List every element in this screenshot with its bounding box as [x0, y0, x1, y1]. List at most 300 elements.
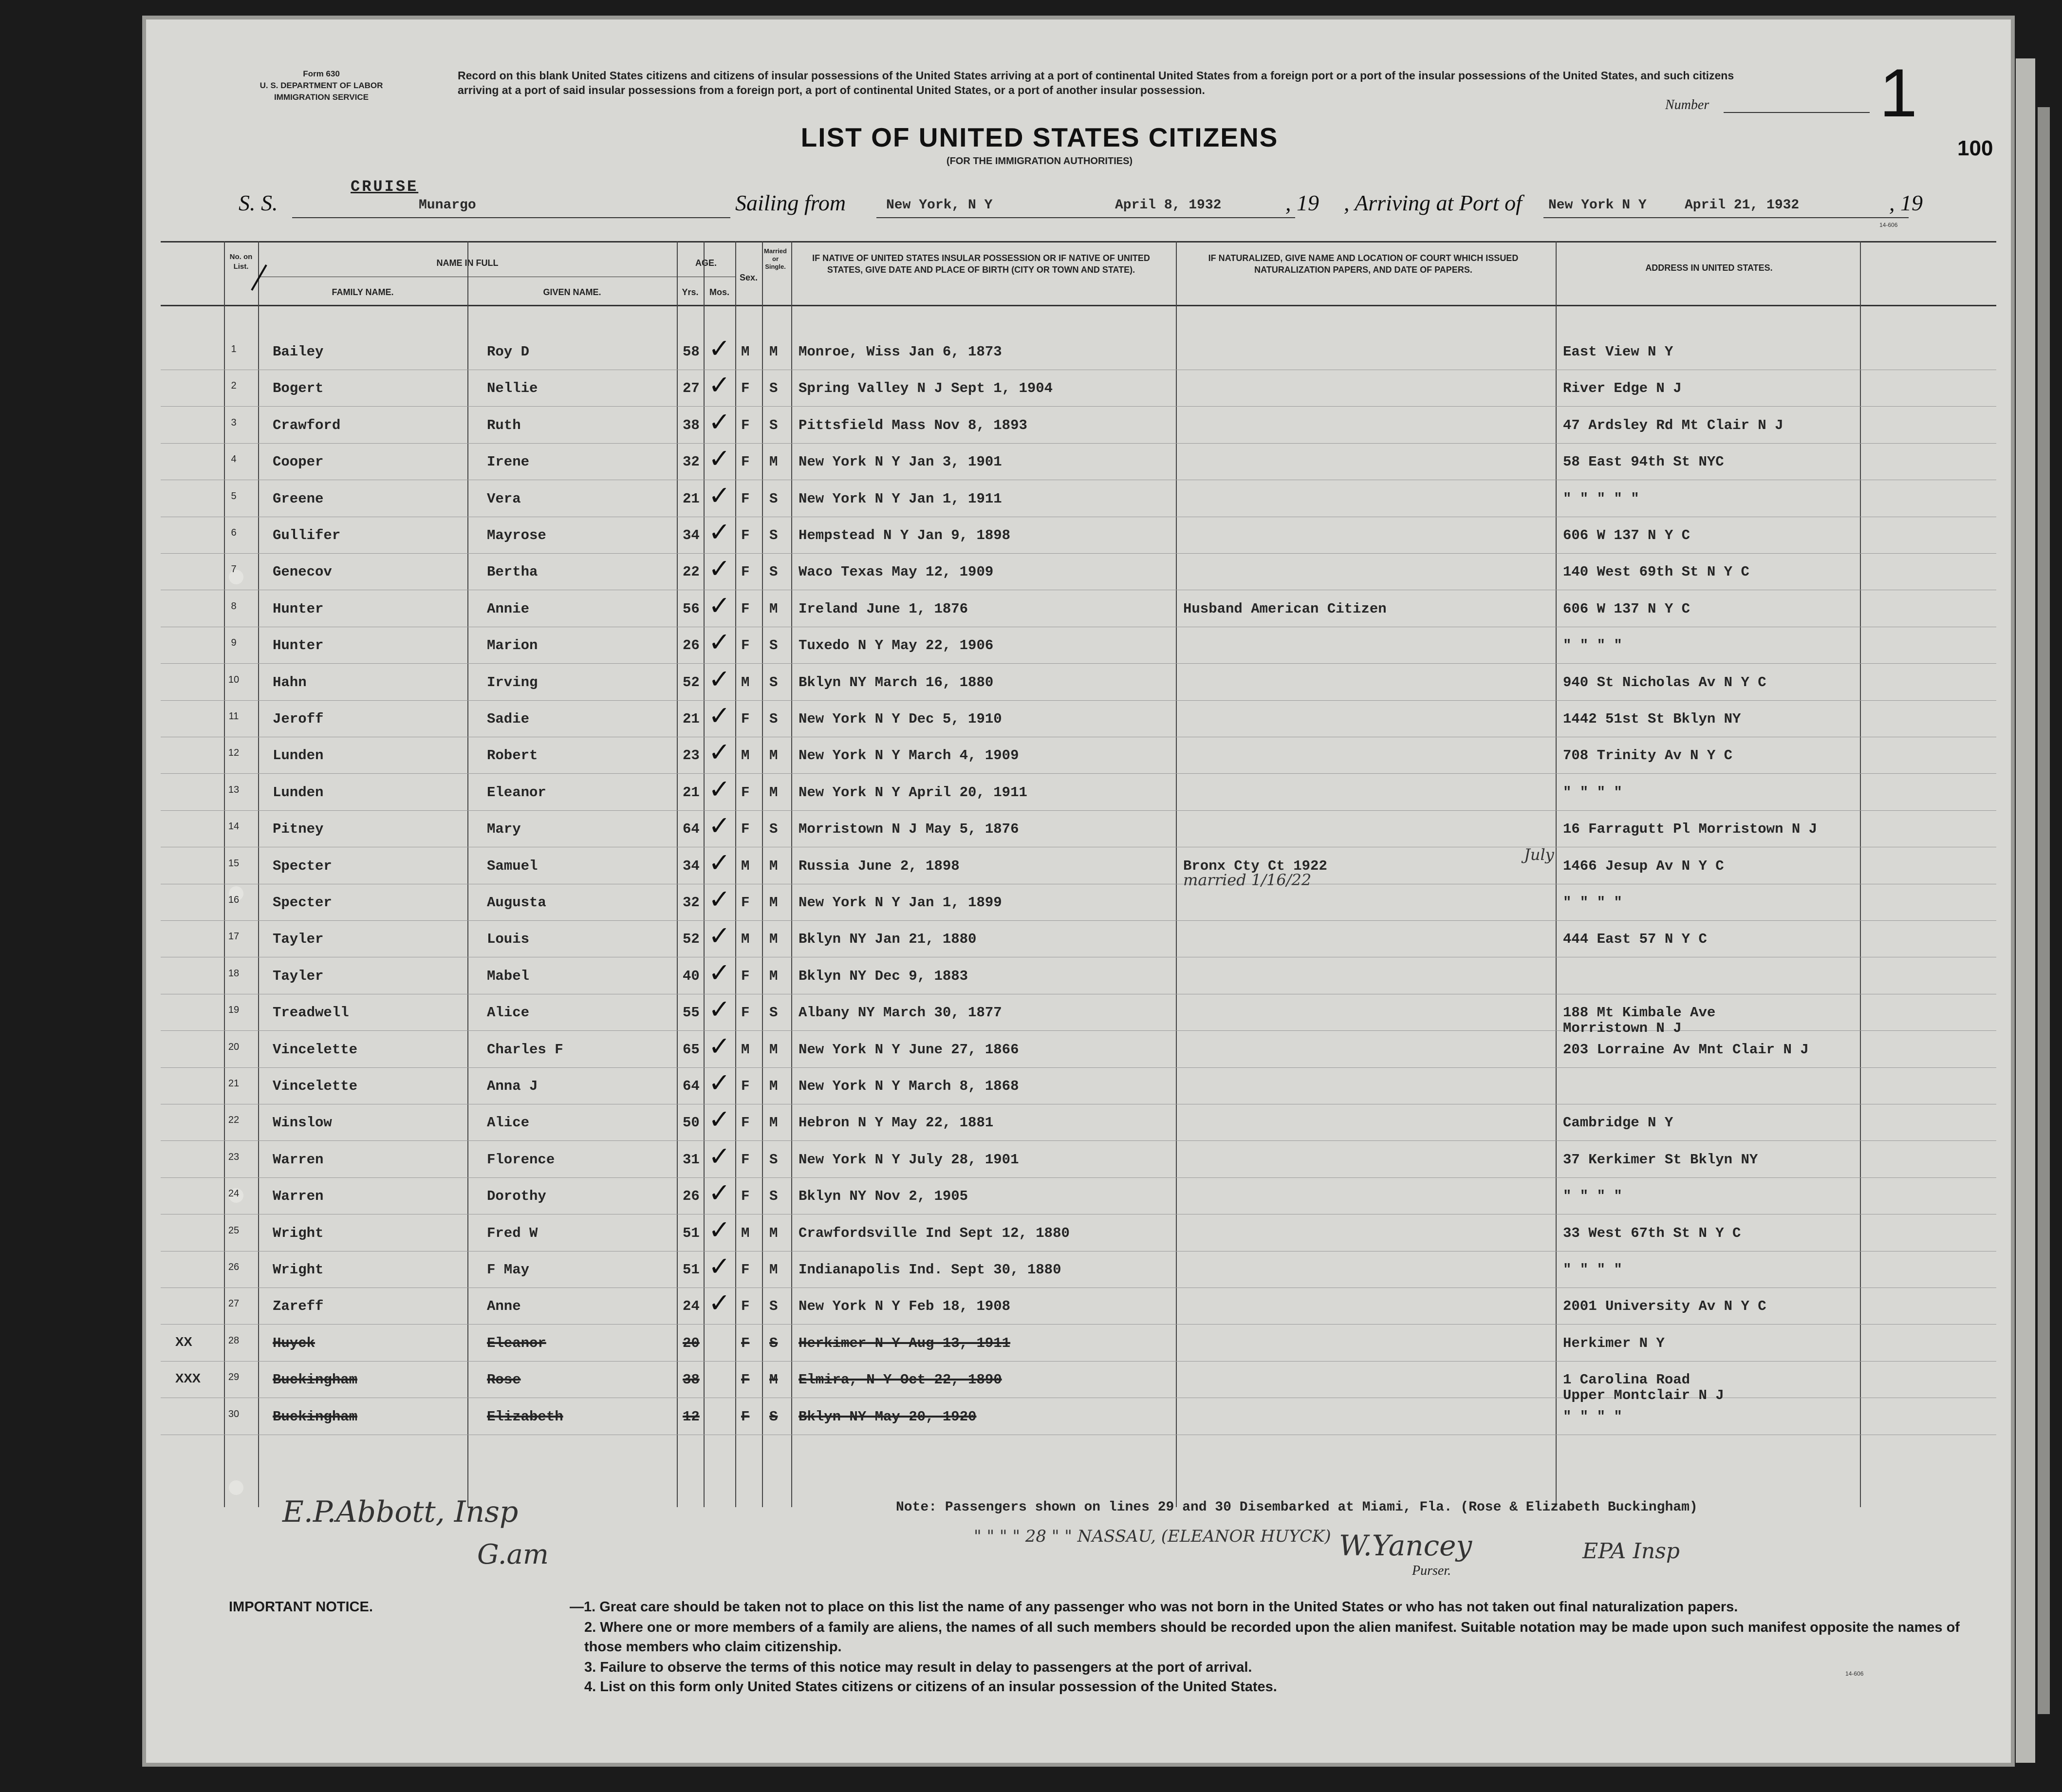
cell-no: 24 [228, 1188, 240, 1199]
cell-age: 50 [683, 1115, 700, 1131]
cell-age: 38 [683, 417, 700, 433]
cell-address: 708 Trinity Av N Y C [1563, 747, 1733, 764]
manifest-page [146, 19, 2011, 1763]
cell-age: 58 [683, 344, 700, 360]
check-mark: ✓ [708, 920, 731, 952]
cell-address: 37 Kerkimer St Bklyn NY [1563, 1151, 1758, 1168]
cell-ms: S [769, 417, 778, 433]
cell-ms: M [769, 600, 778, 617]
cell-sex: F [741, 527, 750, 543]
cell-no: 13 [228, 784, 240, 795]
check-mark: ✓ [708, 884, 731, 915]
inspector-initials: EPA Insp [1582, 1539, 1680, 1564]
cell-age: 21 [683, 490, 700, 507]
cell-birth: New York N Y June 27, 1866 [799, 1041, 1019, 1058]
table-row [161, 918, 1996, 957]
cell-no: 9 [231, 637, 237, 649]
cell-no: 4 [231, 454, 237, 465]
cell-family: Genecov [273, 564, 332, 580]
cell-sex: M [741, 344, 750, 360]
check-mark: ✓ [708, 957, 731, 988]
form-code: 14-606 [1879, 222, 1898, 228]
cell-age: 38 [683, 1372, 700, 1388]
disembark-note: Note: Passengers shown on lines 29 and 30 Disembarked at Miami, Fla. (Rose & Elizabeth Buckingham) [896, 1500, 1698, 1515]
cell-sex: F [741, 968, 750, 984]
check-mark: ✓ [708, 1067, 731, 1098]
notice-label: IMPORTANT NOTICE. [229, 1599, 373, 1615]
table-row [161, 1213, 1996, 1251]
header-given: GIVEN NAME. [543, 287, 601, 297]
cell-address: Herkimer N Y [1563, 1335, 1665, 1351]
table-row [161, 1286, 1996, 1325]
page-title: LIST OF UNITED STATES CITIZENS [800, 122, 1279, 152]
check-mark: ✓ [708, 627, 731, 658]
cell-no: 11 [228, 711, 239, 722]
cell-address: River Edge N J [1563, 380, 1682, 397]
form-number: Form 630 [303, 69, 340, 78]
cell-no: 17 [228, 931, 240, 942]
cell-given: Eleanor [487, 784, 546, 801]
table-row [161, 515, 1996, 554]
page-edge-shadow [2038, 107, 2050, 1714]
cell-sex: F [741, 417, 750, 433]
cell-family: Buckingham [273, 1372, 358, 1388]
check-mark: ✓ [708, 333, 731, 364]
cell-address: 1 Carolina Road [1563, 1372, 1690, 1388]
cell-given: Bertha [487, 564, 538, 580]
cell-sex: F [741, 1078, 750, 1094]
cell-sex: F [741, 637, 750, 654]
cell-nat: Husband American Citizen [1183, 600, 1387, 617]
cell-ms: S [769, 637, 778, 654]
check-mark: ✓ [708, 737, 731, 768]
sailing-label: Sailing from [735, 190, 846, 215]
cell-family: Lunden [273, 784, 324, 801]
form-info [200, 68, 443, 103]
cell-age: 21 [683, 784, 700, 801]
cell-family: Warren [273, 1151, 324, 1168]
table-row [161, 588, 1996, 627]
table-row [161, 698, 1996, 737]
cell-sex: F [741, 600, 750, 617]
cell-ms: S [769, 490, 778, 507]
cell-no: 26 [228, 1262, 240, 1272]
check-mark: ✓ [708, 810, 731, 841]
cell-address: 140 West 69th St N Y C [1563, 564, 1749, 580]
cell-family: Lunden [273, 747, 324, 764]
to-date: April 21, 1932 [1685, 198, 1800, 213]
table-row [161, 808, 1996, 847]
cell-no: 28 [228, 1335, 240, 1346]
cell-birth: New York N Y April 20, 1911 [799, 784, 1027, 801]
header-family: FAMILY NAME. [332, 287, 394, 297]
cell-ms: M [769, 895, 778, 911]
cell-address: 444 East 57 N Y C [1563, 931, 1707, 948]
table-row [161, 735, 1996, 774]
header-name: NAME IN FULL [436, 258, 499, 268]
cell-ms: M [769, 1115, 778, 1131]
cell-sex: F [741, 564, 750, 580]
cell-family: Huyck [273, 1335, 316, 1351]
check-mark: ✓ [708, 1104, 731, 1135]
cell-given: Dorothy [487, 1188, 546, 1205]
notice-item-4: 4. List on this form only United States citizens or citizens of an insular possession of the United States. [584, 1679, 1277, 1695]
cell-birth: Hebron N Y May 22, 1881 [799, 1115, 994, 1131]
cell-birth: Crawfordsville Ind Sept 12, 1880 [799, 1225, 1070, 1241]
page-edge [2016, 58, 2035, 1763]
cell-no: 23 [228, 1151, 240, 1162]
cell-birth: Ireland June 1, 1876 [799, 600, 968, 617]
cell-sex: F [741, 711, 750, 727]
cell-no: 8 [231, 600, 237, 612]
cell-family: Winslow [273, 1115, 332, 1131]
ss-label: S. S. [239, 190, 278, 215]
cell-sex: F [741, 821, 750, 838]
cell-family: Tayler [273, 931, 324, 948]
header-birth: IF NATIVE OF UNITED STATES INSULAR POSSESSION OR IF NATIVE OF UNITED STATES, GIVE DATE AND PLACE OF BIRTH (CITY OR TOWN AND STATE). [812, 253, 1150, 275]
cell-sex: M [741, 1041, 750, 1058]
cell-no: 22 [228, 1115, 240, 1126]
cell-ms: M [769, 1041, 778, 1058]
cell-given: Eleanor [487, 1335, 546, 1351]
cell-sex: M [741, 931, 750, 948]
page-subtitle: (FOR THE IMMIGRATION AUTHORITIES) [946, 156, 1133, 167]
cell-address: 606 W 137 N Y C [1563, 527, 1690, 543]
cell-address: " " " " [1563, 1262, 1622, 1278]
cell-sex: F [741, 490, 750, 507]
passenger-table [161, 241, 1996, 1563]
check-mark: ✓ [708, 553, 731, 584]
cell-sex: M [741, 1225, 750, 1241]
notice-item-3: 3. Failure to observe the terms of this notice may result in delay to passengers at the port of arrival. [584, 1660, 1252, 1675]
ship-line [292, 217, 730, 218]
table-row [161, 1176, 1996, 1214]
table-row [161, 1102, 1996, 1141]
cell-sex: F [741, 1188, 750, 1205]
cruise-stamp: CRUISE [351, 178, 419, 196]
ditto-note: " " " " 28 " " NASSAU, (ELEANOR HUYCK) [974, 1527, 1331, 1546]
table-row [161, 1249, 1996, 1288]
cell-age: 65 [683, 1041, 700, 1058]
check-mark: ✓ [708, 370, 731, 401]
cell-age: 52 [683, 931, 700, 948]
cell-ms: M [769, 931, 778, 948]
cell-sex: F [741, 1372, 750, 1388]
cell-sex: F [741, 1005, 750, 1021]
cell-no: 5 [231, 490, 237, 502]
cell-sex: F [741, 895, 750, 911]
cell-address: " " " " [1563, 1408, 1622, 1425]
cell-sex: F [741, 1115, 750, 1131]
cell-no: 21 [228, 1078, 240, 1089]
cell-no: 12 [228, 747, 240, 759]
cell-given: Roy D [487, 344, 530, 360]
check-mark: ✓ [708, 1140, 731, 1172]
check-mark: ✓ [708, 480, 731, 511]
cell-given: Florence [487, 1151, 555, 1168]
cell-family: Jeroff [273, 711, 324, 727]
cell-sex: F [741, 454, 750, 470]
notice-item-2: 2. Where one or more members of a family are aliens, the names of all such members should be recorded upon the alien manifest. Suitable notation may be made upon such manifest opposite the names of those members who claim citizenship. [584, 1620, 1960, 1655]
cell-birth: Tuxedo N Y May 22, 1906 [799, 637, 994, 654]
check-mark: ✓ [708, 773, 731, 804]
cell-given: Mayrose [487, 527, 546, 543]
page-number: 100 [1957, 136, 1993, 160]
header-age: AGE. [695, 258, 717, 268]
service: IMMIGRATION SERVICE [274, 93, 369, 102]
cell-birth: New York N Y March 4, 1909 [799, 747, 1019, 764]
cell-age: 40 [683, 968, 700, 984]
purser-signature: W.Yancey [1339, 1529, 1472, 1562]
cell-family: Specter [273, 895, 332, 911]
cell-address: " " " " " [1563, 490, 1639, 507]
cell-birth: New York N Y Dec 5, 1910 [799, 711, 1002, 727]
cell-ms: S [769, 1335, 778, 1351]
header-yrs: Yrs. [682, 287, 699, 297]
cell-no: 14 [228, 821, 240, 832]
table-row [161, 845, 1996, 884]
check-mark: ✓ [708, 700, 731, 731]
cell-no: 3 [231, 417, 237, 428]
cell-birth: Russia June 2, 1898 [799, 858, 960, 874]
cell-no: 25 [228, 1225, 240, 1236]
cell-birth: Elmira, N Y Oct 22, 1890 [799, 1372, 1002, 1388]
cell-family: Hahn [273, 674, 307, 691]
check-mark: ✓ [708, 1030, 731, 1062]
cell-address: 33 West 67th St N Y C [1563, 1225, 1741, 1241]
cell-address: 47 Ardsley Rd Mt Clair N J [1563, 417, 1783, 433]
cell-given: Irving [487, 674, 538, 691]
cell-sex: M [741, 747, 750, 764]
cell-birth: Monroe, Wiss Jan 6, 1873 [799, 344, 1002, 360]
cell-birth: Morristown N J May 5, 1876 [799, 821, 1019, 838]
form-code: 14-606 [1845, 1670, 1864, 1677]
cell-ms: M [769, 1225, 778, 1241]
cell-no: 18 [228, 968, 240, 979]
cell-no: 7 [231, 564, 237, 575]
cell-family: Cooper [273, 454, 324, 470]
cell-family: Wright [273, 1225, 324, 1241]
table-row [161, 662, 1996, 701]
table-row [161, 992, 1996, 1031]
cell-birth: Waco Texas May 12, 1909 [799, 564, 994, 580]
cell-given: Annie [487, 600, 530, 617]
cell-birth: Bklyn NY Jan 21, 1880 [799, 931, 977, 948]
cell-no: 1 [231, 344, 237, 355]
hand-note: July [1524, 845, 1554, 864]
number-line [1724, 112, 1870, 113]
cell-ms: S [769, 1188, 778, 1205]
cell-given: Rose [487, 1372, 521, 1388]
cell-address: East View N Y [1563, 344, 1673, 360]
cell-birth: New York N Y Jan 1, 1899 [799, 895, 1002, 911]
header-sex: Sex. [739, 273, 758, 282]
table-row [161, 368, 1996, 407]
cell-family: Vincelette [273, 1041, 358, 1058]
cell-no: 2 [231, 380, 237, 392]
cell-birth: Pittsfield Mass Nov 8, 1893 [799, 417, 1027, 433]
inspector-signature: E.P.Abbott, Insp [282, 1495, 519, 1529]
xx-mark: XX [175, 1334, 192, 1349]
cell-family: Treadwell [273, 1005, 349, 1021]
cell-sex: F [741, 1408, 750, 1425]
cell-age: 24 [683, 1298, 700, 1315]
cell-birth: Bklyn NY Dec 9, 1883 [799, 968, 968, 984]
cell-no: 6 [231, 527, 237, 538]
cell-family: Wright [273, 1262, 324, 1278]
check-mark: ✓ [708, 994, 731, 1025]
cell-given: Nellie [487, 380, 538, 397]
cell-birth: Bklyn NY May 20, 1920 [799, 1408, 977, 1425]
cell-birth: Spring Valley N J Sept 1, 1904 [799, 380, 1053, 397]
header-address: ADDRESS IN UNITED STATES. [1645, 263, 1773, 273]
cell-address: " " " " [1563, 895, 1622, 911]
cell-ms: S [769, 1005, 778, 1021]
from-port: New York, N Y [886, 198, 993, 213]
arriving-label: , Arriving at Port of [1344, 190, 1522, 215]
cell-no: 19 [228, 1005, 240, 1016]
cell-address: " " " " [1563, 637, 1622, 654]
cell-given: Fred W [487, 1225, 538, 1241]
cell-ms: S [769, 711, 778, 727]
cell-given: Vera [487, 490, 521, 507]
cell-age: 22 [683, 564, 700, 580]
cell-address: 606 W 137 N Y C [1563, 600, 1690, 617]
cell-family: Crawford [273, 417, 341, 433]
check-mark: ✓ [708, 590, 731, 621]
cell-birth: New York N Y Feb 18, 1908 [799, 1298, 1011, 1315]
cell-address: 188 Mt Kimbale Ave [1563, 1005, 1716, 1021]
cell-ms: M [769, 344, 778, 360]
cell-given: Alice [487, 1005, 530, 1021]
cell-given: Augusta [487, 895, 546, 911]
cell-birth: New York N Y Jan 1, 1911 [799, 490, 1002, 507]
cell-age: 23 [683, 747, 700, 764]
cell-address: 940 St Nicholas Av N Y C [1563, 674, 1766, 691]
cell-no: 27 [228, 1298, 240, 1309]
cell-sex: F [741, 1298, 750, 1315]
cell-age: 64 [683, 1078, 700, 1094]
header-married: Married or Single. [764, 247, 787, 270]
check-mark: ✓ [708, 443, 731, 474]
cell-ms: S [769, 674, 778, 691]
table-row [161, 955, 1996, 994]
cell-age: 34 [683, 527, 700, 543]
cell-age: 32 [683, 895, 700, 911]
cell-address: 1442 51st St Bklyn NY [1563, 711, 1741, 727]
to-line [1543, 217, 1909, 218]
cell-given: Ruth [487, 417, 521, 433]
cell-birth: Indianapolis Ind. Sept 30, 1880 [799, 1262, 1061, 1278]
cell-ms: M [769, 1262, 778, 1278]
cell-age: 52 [683, 674, 700, 691]
table-row [161, 625, 1996, 664]
cell-given: Anna J [487, 1078, 538, 1094]
header-naturalized: IF NATURALIZED, GIVE NAME AND LOCATION OF COURT WHICH ISSUED NATURALIZATION PAPERS, AND DATE OF PAPERS. [1208, 253, 1519, 275]
cell-given: Mary [487, 821, 521, 838]
cell-ms: M [769, 747, 778, 764]
from-line [876, 217, 1295, 218]
ship-name: Munargo [419, 198, 476, 213]
cell-no: 30 [228, 1408, 240, 1419]
check-mark: ✓ [708, 517, 731, 547]
cell-address: " " " " [1563, 784, 1622, 801]
from-year: , 19 [1285, 190, 1319, 215]
check-mark: ✓ [708, 1251, 731, 1282]
cell-no: 16 [228, 895, 240, 905]
cell-sex: F [741, 380, 750, 397]
cell-age: 12 [683, 1408, 700, 1425]
cell-family: Gullifer [273, 527, 341, 543]
cell-address: 16 Farragutt Pl Morristown N J [1563, 821, 1818, 838]
cell-given: Anne [487, 1298, 521, 1315]
cell-given: Samuel [487, 858, 538, 874]
purser-label: Purser. [1412, 1563, 1451, 1578]
table-row [161, 441, 1996, 480]
cell-age: 21 [683, 711, 700, 727]
hand-note: married 1/16/22 [1183, 870, 1312, 889]
table-row [161, 1065, 1996, 1104]
vessel-info [146, 190, 2011, 224]
cell-family: Specter [273, 858, 332, 874]
cell-family: Tayler [273, 968, 324, 984]
to-year: , 19 [1889, 190, 1923, 215]
cell-ms: S [769, 1151, 778, 1168]
cell-family: Vincelette [273, 1078, 358, 1094]
header-mos: Mos. [709, 287, 729, 297]
cell-address: 58 East 94th St NYC [1563, 454, 1724, 470]
check-mark: ✓ [708, 1177, 731, 1209]
cell-age: 64 [683, 821, 700, 838]
cell-family: Pitney [273, 821, 324, 838]
initials: G.am [477, 1539, 549, 1570]
cell-age: 51 [683, 1262, 700, 1278]
check-mark: ✓ [708, 663, 731, 694]
cell-ms: M [769, 454, 778, 470]
header-no: No. on List. [229, 253, 253, 271]
cell-given: F May [487, 1262, 530, 1278]
cell-ms: M [769, 968, 778, 984]
cell-nat: Bronx Cty Ct 1922 [1183, 858, 1327, 874]
cell-age: 34 [683, 858, 700, 874]
table-row [161, 405, 1996, 444]
cell-address: 2001 University Av N Y C [1563, 1298, 1766, 1315]
cell-age: 51 [683, 1225, 700, 1241]
address-extra: Morristown N J [1563, 1020, 1682, 1037]
preamble: Record on this blank United States citizens and citizens of insular possessions of the United States arriving at a port of continental United States from a foreign port or a port of the insular possessions of the United States, and such citizens arriving at a port of said insular possessions from a foreign port, a port of continental United States, or a port of another insular possession. [458, 69, 1734, 96]
cell-age: 55 [683, 1005, 700, 1021]
check-mark: ✓ [708, 406, 731, 437]
cell-age: 56 [683, 600, 700, 617]
cell-family: Zareff [273, 1298, 324, 1315]
cell-given: Marion [487, 637, 538, 654]
cell-sex: M [741, 674, 750, 691]
cell-given: Robert [487, 747, 538, 764]
cell-no: 15 [228, 858, 240, 869]
cell-birth: New York N Y March 8, 1868 [799, 1078, 1019, 1094]
cell-age: 31 [683, 1151, 700, 1168]
table-row [161, 478, 1996, 517]
cell-ms: S [769, 821, 778, 838]
cell-no: 29 [228, 1372, 240, 1383]
cell-no: 10 [228, 674, 240, 685]
cell-family: Buckingham [273, 1408, 358, 1425]
cell-family: Hunter [273, 600, 324, 617]
table-row [161, 1323, 1996, 1362]
address-extra: Upper Montclair N J [1563, 1387, 1724, 1404]
cell-address: " " " " [1563, 1188, 1622, 1205]
cell-ms: S [769, 527, 778, 543]
